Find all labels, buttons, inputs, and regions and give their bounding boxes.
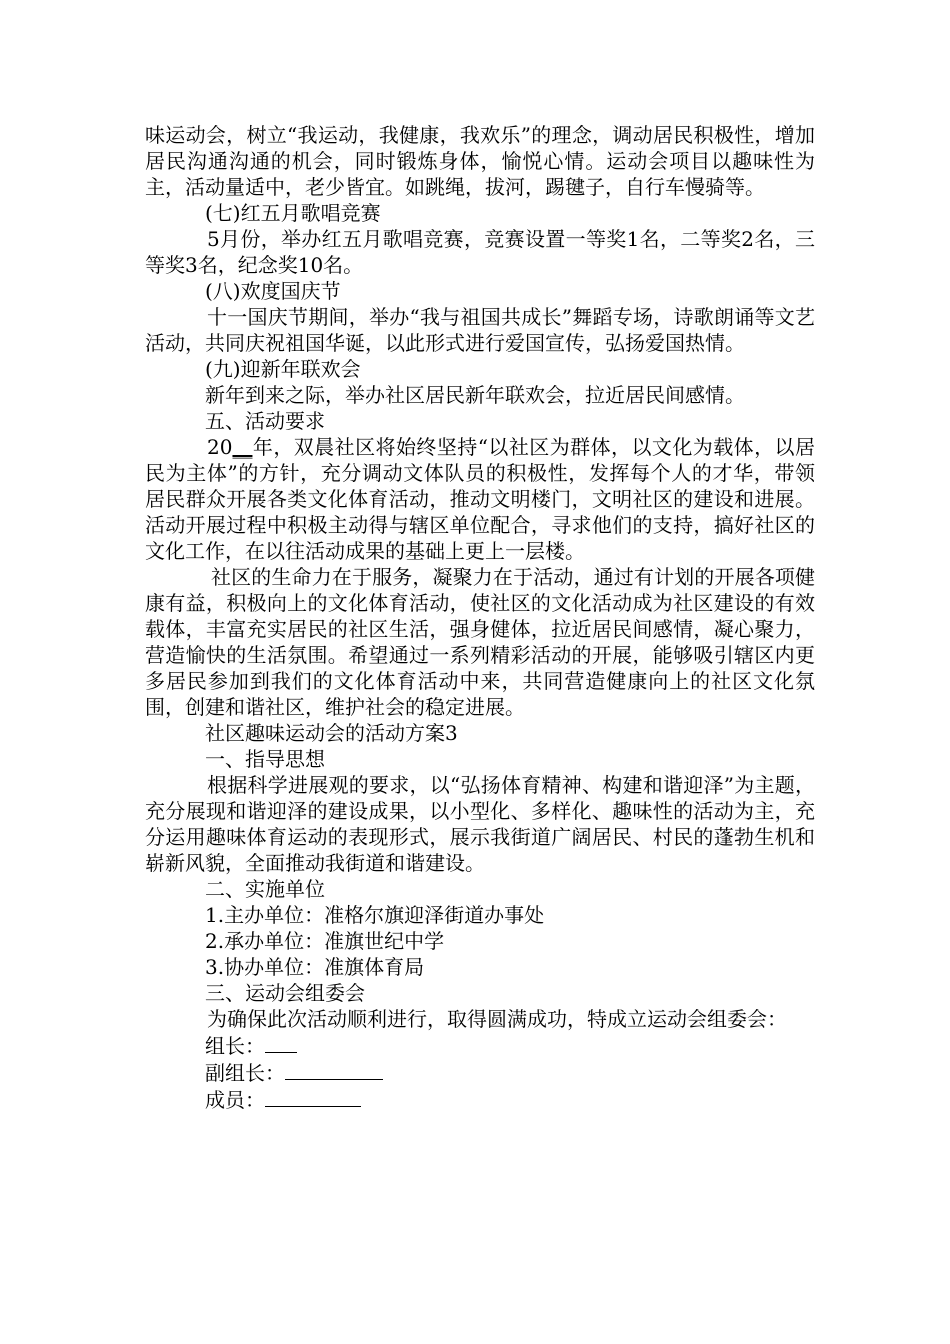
document-body	[145, 122, 815, 1113]
vice-leader-blank	[285, 1059, 383, 1080]
year-blank: __	[232, 435, 253, 459]
requirements-paragraph	[145, 434, 815, 564]
paragraph: 味运动会，树立“我运动，我健康，我欢乐”的理念，调动居民积极性，增加居民沟通沟通的机会，同时锻炼身体，愉悦心情。运动会项目以趣味性为主，活动量适中，老少皆宜。如跳绳，拔河，踢毽子，自行车慢骑等。	[145, 123, 815, 199]
paragraph: 为确保此次活动顺利进行，取得圆满成功，特成立运动会组委会：	[207, 1007, 787, 1031]
vice-leader-line	[145, 1059, 815, 1086]
section-heading: 一、指导思想	[205, 747, 325, 771]
leader-line	[145, 1032, 815, 1059]
year-prefix: 20	[207, 435, 233, 459]
section-heading: 三、运动会组委会	[205, 981, 365, 1005]
paragraph: 社区的生命力在于服务，凝聚力在于活动，通过有计划的开展各项健康有益，积极向上的文化体育活动，使社区的文化活动成为社区建设的有效载体，丰富充实居民的社区生活，强身健体，拉近居民间感情，凝心聚力，营造愉快的生活氛围。希望通过一系列精彩活动的开展，能够吸引辖区内更多居民参加到我们的文化体育活动中来，共同营造健康向上的社区文化氛围，创建和谐社区，维护社会的稳定进展。	[145, 565, 815, 719]
requirements-text: 年，双晨社区将始终坚持“以社区为群体，以文化为载体，以居民为主体”的方针，充分调动文体队员的积极性，发挥每个人的才华，带领居民群众开展各类文化体育活动，推动文明楼门，文明社区的建设和进展。活动开展过程中积极主动得与辖区单位配合，寻求他们的支持，搞好社区的文化工作，在以往活动成果的基础上更上一层楼。	[145, 435, 815, 563]
paragraph: 5月份，举办红五月歌唱竞赛，竞赛设置一等奖1名，二等奖2名，三等奖3名，纪念奖10名。	[145, 227, 815, 277]
list-item: 2.承办单位：准旗世纪中学	[205, 929, 445, 953]
subheading: (七)红五月歌唱竞赛	[205, 201, 381, 225]
subheading: (八)欢度国庆节	[205, 279, 341, 303]
section-heading: 五、活动要求	[205, 409, 325, 433]
vice-leader-label: 副组长：	[205, 1061, 285, 1085]
leader-label: 组长：	[205, 1034, 265, 1058]
members-line	[145, 1086, 815, 1113]
paragraph: 根据科学进展观的要求，以“弘扬体育精神、构建和谐迎泽”为主题，充分展现和谐迎泽的建设成果，以小型化、多样化、趣味性的活动为主，充分运用趣味体育运动的表现形式，展示我街道广阔居民、村民的蓬勃生机和崭新风貌，全面推动我街道和谐建设。	[145, 773, 815, 875]
members-blank	[265, 1086, 361, 1107]
section-heading: 二、实施单位	[205, 877, 325, 901]
members-label: 成员：	[205, 1088, 265, 1112]
leader-blank	[265, 1032, 297, 1053]
subheading: (九)迎新年联欢会	[205, 357, 361, 381]
paragraph: 十一国庆节期间，举办“我与祖国共成长”舞蹈专场，诗歌朗诵等文艺活动，共同庆祝祖国华诞，以此形式进行爱国宣传，弘扬爱国热情。	[145, 305, 815, 355]
section-title: 社区趣味运动会的活动方案3	[205, 721, 458, 745]
list-item: 3.协办单位：准旗体育局	[205, 955, 425, 979]
list-item: 1.主办单位：准格尔旗迎泽街道办事处	[205, 903, 545, 927]
paragraph: 新年到来之际，举办社区居民新年联欢会，拉近居民间感情。	[205, 383, 745, 407]
